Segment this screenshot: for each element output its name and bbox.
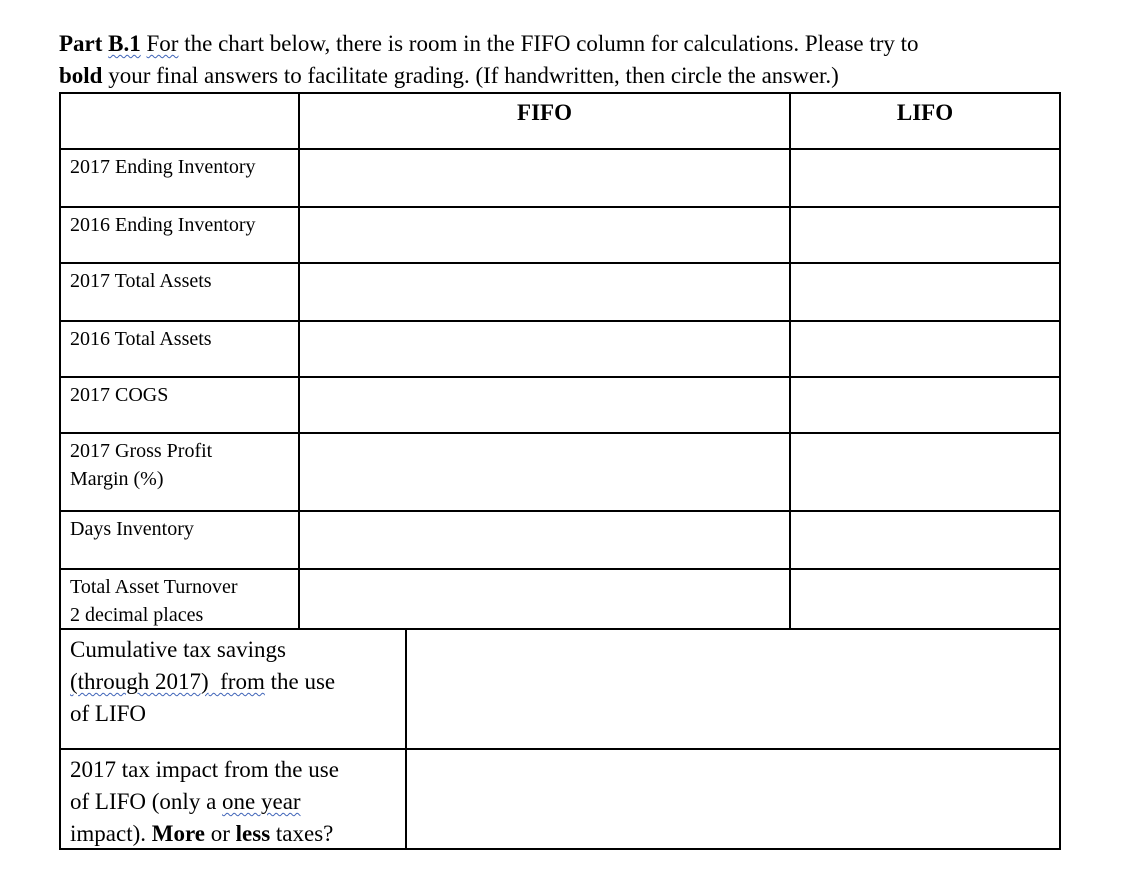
table-rule [59, 148, 1061, 150]
table-rule [59, 206, 1061, 208]
row-label-2016-total-assets: 2016 Total Assets [70, 328, 212, 350]
instructions-line1: the chart below, there is room in the FIFO column for calculations. Please try to [178, 31, 919, 56]
bold-word: bold [59, 63, 103, 88]
row-label-days-inventory: Days Inventory [70, 518, 194, 540]
table-rule [789, 92, 791, 630]
row-label-fragment: or [204, 821, 236, 846]
part-number: B.1 [108, 31, 141, 56]
row-label-fragment: impact). [70, 821, 152, 846]
row-label-fragment: (through 2017) [70, 669, 209, 694]
for-word: For [146, 31, 179, 56]
row-label-2016-ending-inventory: 2016 Ending Inventory [70, 214, 256, 236]
row-label-total-asset-turnover [70, 573, 238, 629]
row-label-gross-profit-margin [70, 437, 212, 493]
row-label-line: Cumulative tax savings [70, 637, 286, 662]
table-rule [59, 92, 1061, 94]
column-header-lifo: LIFO [896, 100, 954, 125]
row-label-fragment: less [235, 821, 271, 846]
table-rule [59, 510, 1061, 512]
part-label: Part [59, 31, 103, 56]
row-label-line: Margin (%) [70, 468, 164, 490]
row-label-2017-tax-impact [70, 754, 339, 850]
column-header-fifo: FIFO [517, 100, 572, 125]
row-label-line: of LIFO [70, 701, 147, 726]
table-rule [59, 92, 61, 850]
row-label-fragment: More [151, 821, 205, 846]
table-rule [59, 568, 1061, 570]
row-label-2017-total-assets: 2017 Total Assets [70, 270, 212, 292]
row-label-2017-ending-inventory: 2017 Ending Inventory [70, 156, 256, 178]
table-rule [59, 262, 1061, 264]
row-label-fragment: one year [222, 789, 301, 814]
table-rule [405, 628, 407, 850]
table-rule [59, 748, 1061, 750]
row-label-line: 2017 Gross Profit [70, 440, 213, 462]
row-label-fragment: the use [264, 669, 336, 694]
row-label-line: 2017 tax impact from the use [70, 757, 339, 782]
row-label-line: 2 decimal places [70, 604, 204, 626]
instructions-paragraph [59, 28, 1069, 92]
row-label-fragment: of LIFO (only a [70, 789, 223, 814]
row-label-fragment: taxes? [270, 821, 334, 846]
row-label-2017-cogs: 2017 COGS [70, 384, 169, 406]
row-label-line: Total Asset Turnover [70, 576, 238, 598]
table-rule [59, 320, 1061, 322]
instructions-line2: your final answers to facilitate grading. (If handwritten, then circle the answer.) [102, 63, 839, 88]
row-label-fragment: from [208, 669, 265, 694]
table-rule [1059, 92, 1061, 850]
table-rule [298, 92, 300, 630]
table-rule [59, 432, 1061, 434]
row-label-cumulative-tax-savings [70, 634, 335, 730]
table-rule [59, 376, 1061, 378]
